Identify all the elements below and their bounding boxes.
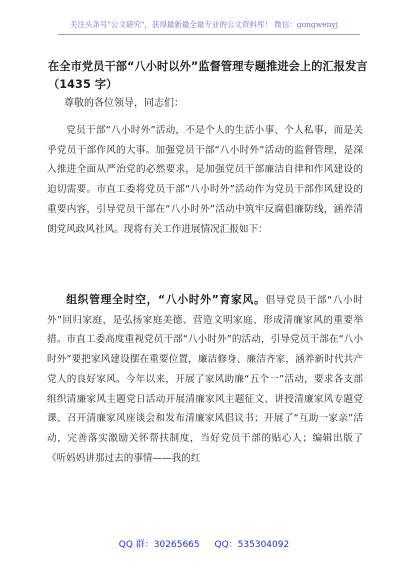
page-header-promo: 关注头条号"公文研究"，获得最新最全最专业的公文资料库！ 微信：gongwenyj (70, 20, 338, 29)
section-1-body: 倡导党员干部“八小时外”回归家庭，是弘扬家庭美德、营造文明家庭、形成清廉家风的重要举措。市直工委高度重视党员干部“八小时外”的活动，引导党员干部在“八小时外”要把家风建设摆在重要位置，廉洁修身、廉洁齐家，涵养新时代共产党人的良好家风。今年以来，开展了家风助廉“五个一”活动，要求各支部组织清廉家风主题党日活动开展清廉家风主题征文、讲授清廉家风专题党课、召开清廉家风座谈会和发布清廉家风倡议书；开展了“互助一家亲”活动，完善落实激励关怀帮扶制度，当好党员干部的贴心人；编辑出版了《听妈妈讲那过去的事情——我的红 (47, 295, 363, 464)
paragraph-intro: 党员干部“八小时外”活动，不是个人的生活小事、个人私事，而是关乎党员干部作风的大事。加强党员干部“八小时外”活动的监督管理，是深入推进全面从严治党的必然要求，是加强党员干部廉洁自律和作风建设的迫切需要。市直工委将党员干部“八小时外”活动作为党员干部作风建设的重要内容，引导党员干部在“八小时外”活动中筑牢反腐倡廉防线，涵养清朗党风政风社风。现将有关工作进展情况汇报如下： (47, 125, 363, 235)
greeting: 尊敬的各位领导，同志们： (64, 98, 184, 109)
header-divider (58, 34, 360, 35)
document-title: 在全市党员干部“八小时以外”监督管理专题推进会上的汇报发言（1435 字） (48, 60, 368, 91)
paragraph-section-1 (47, 290, 363, 468)
footer-qq-group: QQ 群：30265665 (118, 540, 200, 550)
section-1-heading: 组织管理全时空，“八小时外”育家风。 (66, 293, 266, 306)
page-footer (0, 537, 408, 550)
footer-qq-contact: QQ：535304092 (214, 540, 290, 550)
